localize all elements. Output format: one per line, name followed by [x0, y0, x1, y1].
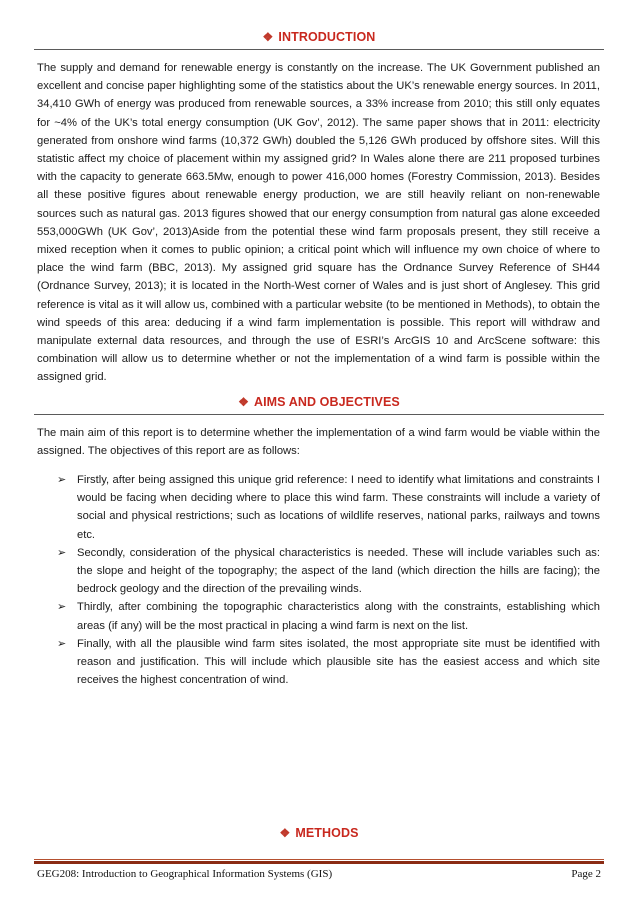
aims-rule [34, 414, 604, 415]
diamond-dots-icon: ❖ [238, 395, 249, 409]
objective-item [37, 471, 600, 544]
objective-text: Firstly, after being assigned this unique grid reference: I need to identify what limitations and constraints I would be facing when deciding where to place this wind farm. These constraints will include a variety of social and physical restrictions; such as locations of wildlife reserves, national parks, railways and towns etc. [77, 474, 600, 541]
footer-rule-thin [34, 859, 604, 860]
objective-text: Secondly, consideration of the physical characteristics is needed. These will include variables such as: the slope and height of the topography; the aspect of the land (which direction the hills are facing); the bedrock geology and the direction of the prevailing winds. [77, 546, 600, 596]
objective-text: Thirdly, after combining the topographic characteristics along with the constraints, establishing which areas (if any) will be the most practical in placing a wind farm is next on the list. [77, 601, 600, 632]
diamond-dots-icon: ❖ [279, 826, 291, 840]
objective-item [37, 635, 600, 690]
arrowhead-icon: ➢ [57, 637, 67, 650]
footer-course-title: GEG208: Introduction to Geographical Information Systems (GIS) [37, 868, 333, 880]
diamond-dots-icon: ❖ [262, 30, 274, 44]
arrowhead-icon: ➢ [57, 546, 67, 559]
methods-heading: ❖ METHODS [279, 826, 359, 840]
objectives-list [37, 471, 600, 689]
footer-rule-thick [34, 861, 604, 864]
arrowhead-icon: ➢ [57, 601, 67, 614]
objective-item [37, 544, 600, 599]
footer-page-number: Page 2 [571, 868, 601, 880]
arrowhead-icon: ➢ [57, 474, 67, 486]
objective-item [37, 598, 600, 634]
introduction-rule [34, 49, 604, 50]
aims-heading: ❖ AIMS AND OBJECTIVES [238, 395, 400, 409]
introduction-heading: ❖ INTRODUCTION [262, 30, 376, 44]
aims-intro: The main aim of this report is to determine whether the implementation of a wind farm would be viable within the assigned. The objectives of this report are as follows: [37, 427, 600, 458]
introduction-body: The supply and demand for renewable energy is constantly on the increase. The UK Government published an excellent and concise paper highlighting some of the statistics about the UK’s renewable energy sources. In 2011, 34,410 GWh of energy was produced from renewable sources, a 33% increase from 2010; this still only equates for ~4% of the UK’s total energy consumption (UK Gov’, 2012). The same paper shows that in 2011: electricity generated from onshore wind farms (10,372 GWh) doubled the 5,126 GWh produced by offshore sites. Will this statistic affect my choice of placement within my assigned grid? In Wales alone there are 211 proposed turbines with the capacity to generate 663.5Mw, enough to power 416,000 homes (Forestry Commission, 2013). Besides all these positive figures about renewable energy production, we are still heavily reliant on non-renewable sources such as natural gas. 2013 figures showed that our energy consumption from natural gas alone exceeded 553,000GWh (UK Gov’, 2013)Aside from the potential these wind farm proposals present, they still receive a mixed reception when it comes to public opinion; a critical point which will influence my own choice of where to place the wind farm (BBC, 2013). My assigned grid square has the Ordnance Survey Reference of SH44 (Ordnance Survey, 2013); it is located in the North-West corner of Wales and is just short of Anglesey. This grid reference is vital as it will allow us, combined with a particular website (to be mentioned in Methods), to obtain the wind speeds of this area: deducing if a wind farm implementation is possible. This report will withdraw and manipulate external data resources, and through the use of ESRI’s ArcGIS 10 and ArcScene software: this combination will allow us to determine whether or not the implementation of a wind farm is possible within the assigned grid. [37, 62, 600, 384]
objective-text: Finally, with all the plausible wind farm sites isolated, the most appropriate site must be identified with reason and justification. This will include which plausible site has the easiest access and which site receives the highest concentration of wind. [77, 637, 600, 687]
